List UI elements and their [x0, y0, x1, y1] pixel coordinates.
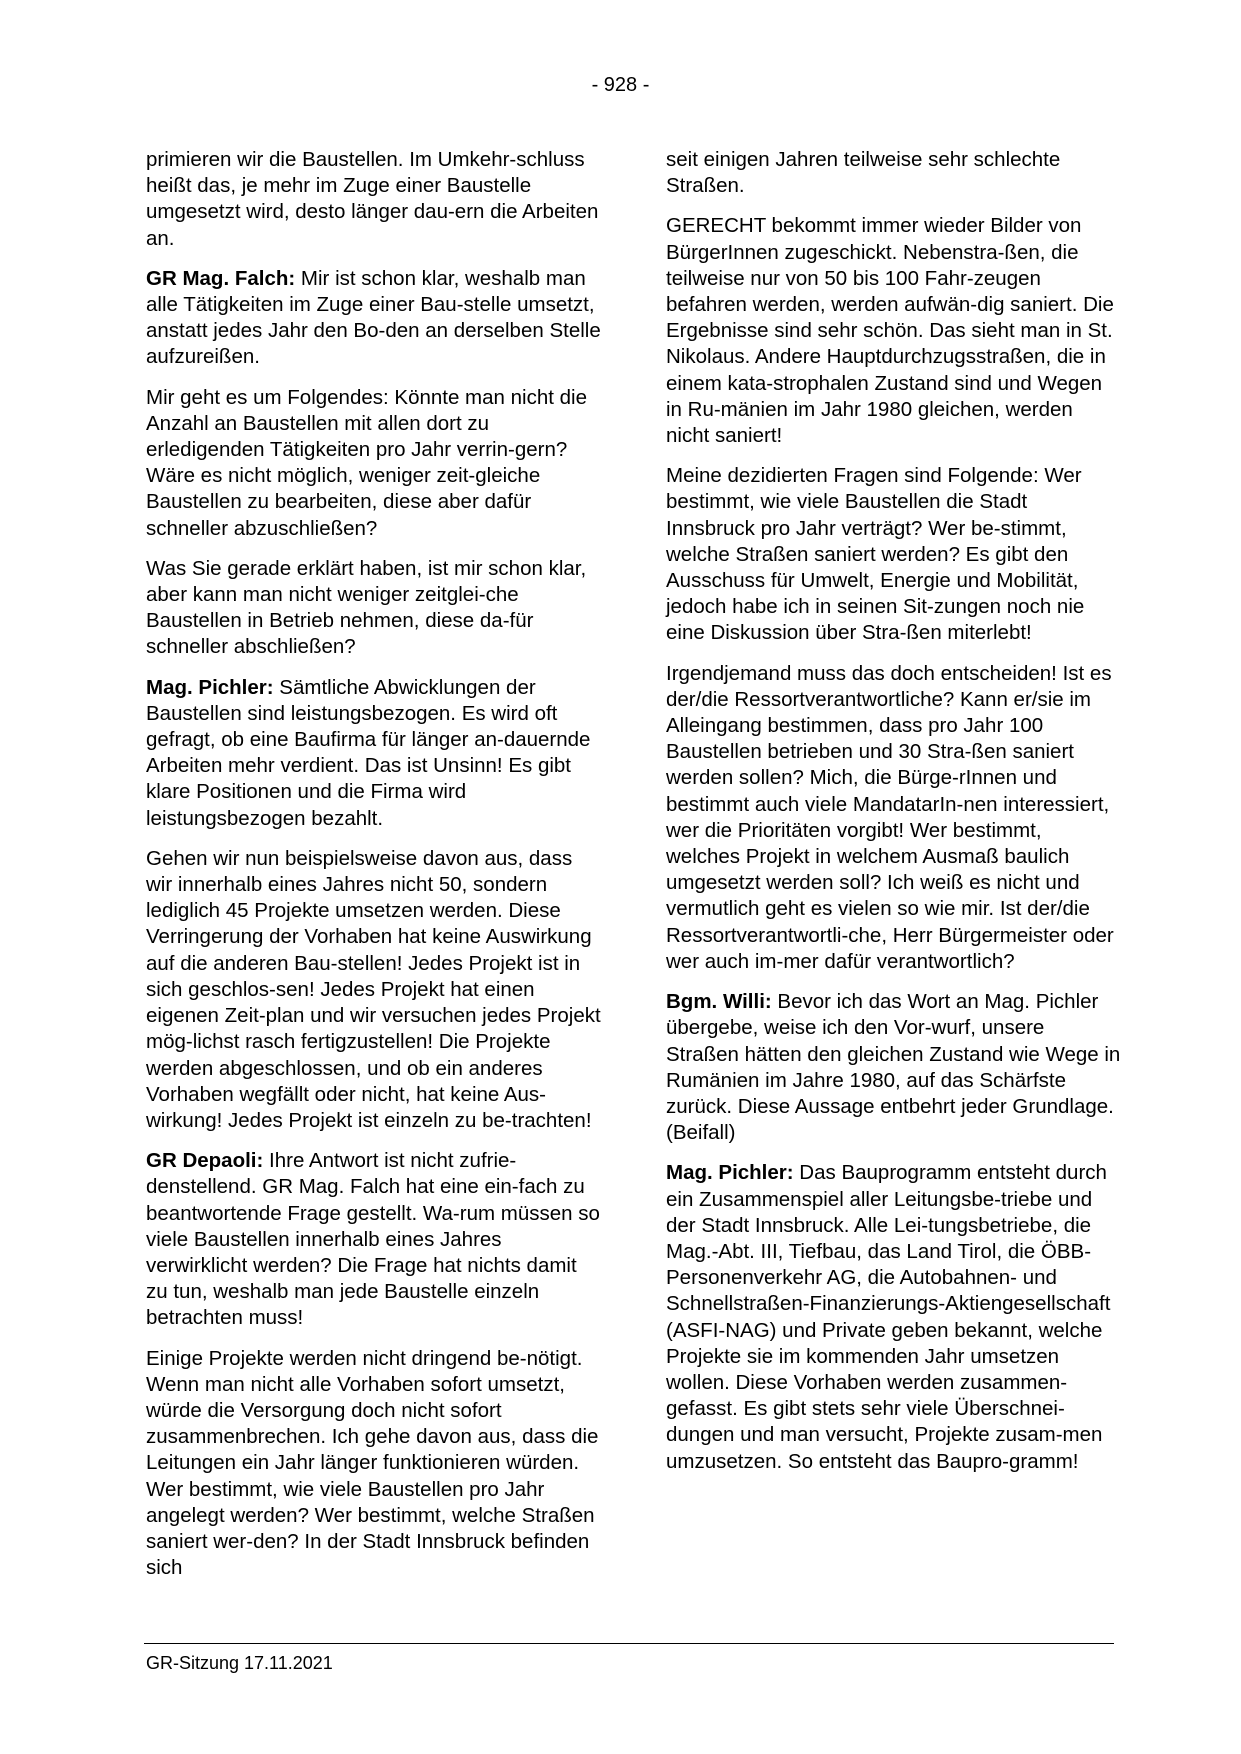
paragraph: Was Sie gerade erklärt haben, ist mir schon klar, aber kann man nicht weniger zeitglei-che Baustellen in Betrieb nehmen, diese da-für schneller abschließen?	[146, 556, 587, 659]
paragraph: GERECHT bekommt immer wieder Bilder von BürgerInnen zugeschickt. Nebenstra-ßen, die teilweise nur von 50 bis 100 Fahr-zeugen befahren werden, werden aufwän-dig saniert. Die Ergebnisse sind sehr schön. Das sieht man in St. Nikolaus. Andere Hauptdurchzugsstraßen, die in einem kata-strophalen Zustand sind und Wegen in Ru-mänien im Jahr 1980 gleichen, werden nicht saniert!	[666, 214, 1114, 448]
speaker-name: GR Depaoli:	[146, 1149, 264, 1173]
footer-session-date: GR-Sitzung 17.11.2021	[146, 1653, 333, 1673]
left-column	[146, 147, 601, 1595]
paragraph-text: Sämtliche Abwicklungen der Baustellen sind leistungsbezogen. Es wird oft gefragt, ob eine Baufirma für länger an-dauernde Arbeiten mehr verdient. Das ist Unsinn! Es gibt klare Positionen und die Firma wird leistungsbezogen bezahlt.	[146, 675, 591, 830]
paragraph	[146, 675, 601, 832]
paragraph	[666, 1160, 1121, 1474]
speaker-name: Mag. Pichler:	[666, 1161, 794, 1185]
paragraph-text: Mir ist schon klar, weshalb man alle Tätigkeiten im Zuge einer Bau-stelle umsetzt, anstatt jedes Jahr den Bo-den an derselben Stelle aufzureißen.	[146, 266, 601, 369]
paragraph-text: Das Bauprogramm entsteht durch ein Zusammenspiel aller Leitungsbe-triebe und der Stadt Innsbruck. Alle Lei-tungsbetriebe, die Mag.-Abt. III, Tiefbau, das Land Tirol, die ÖBB-Personenverkehr AG, die Autobahnen- und Schnellstraßen-Finanzierungs-Aktiengesellschaft (ASFI-NAG) und Private geben bekannt, welche Projekte sie im kommenden Jahr umsetzen wollen. Diese Vorhaben werden zusammen-gefasst. Es gibt stets sehr viele Überschnei-dungen und man versucht, Projekte zusam-men umzusetzen. So entsteht das Baupro-gramm!	[666, 1161, 1111, 1473]
paragraph: Irgendjemand muss das doch entscheiden! Ist es der/die Ressortverantwortliche? Kann er/sie im Alleingang bestimmen, dass pro Jahr 100 Baustellen betrieben und 30 Stra-ßen saniert werden sollen? Mich, die Bürge-rInnen und bestimmt auch viele MandatarIn-nen interessiert, wer die Prioritäten vorgibt! Wer bestimmt, welches Projekt in welchem Ausmaß baulich umgesetzt werden soll? Ich weiß es nicht und vermutlich geht es vielen so wie mir. Ist der/die Ressortverantwortli-che, Herr Bürgermeister oder wer auch im-mer dafür verantwortlich?	[666, 661, 1114, 973]
paragraph: Mir geht es um Folgendes: Könnte man nicht die Anzahl an Baustellen mit allen dort zu erledigenden Tätigkeiten pro Jahr verrin-gern? Wäre es nicht möglich, weniger zeit-gleiche Baustellen zu bearbeiten, diese aber dafür schneller abzuschließen?	[146, 385, 587, 540]
paragraph: Einige Projekte werden nicht dringend be-nötigt. Wenn man nicht alle Vorhaben sofort umsetzt, würde die Versorgung doch nicht sofort zusammenbrechen. Ich gehe davon aus, dass die Leitungen ein Jahr länger funktionieren würden. Wer bestimmt, wie viele Baustellen pro Jahr angelegt werden? Wer bestimmt, welche Straßen saniert wer-den? In der Stadt Innsbruck befinden sich	[146, 1346, 599, 1580]
speaker-name: Bgm. Willi:	[666, 990, 772, 1014]
paragraph: primieren wir die Baustellen. Im Umkehr-schluss heißt das, je mehr im Zuge einer Baustelle umgesetzt wird, desto länger dau-ern die Arbeiten an.	[146, 148, 599, 250]
paragraph	[666, 989, 1121, 1146]
paragraph-text: Ihre Antwort ist nicht zufrie-denstellend. GR Mag. Falch hat eine ein-fach zu beantwortende Frage gestellt. Wa-rum müssen so viele Baustellen innerhalb eines Jahres verwirklicht werden? Die Frage hat nichts damit zu tun, weshalb man jede Baustelle einzeln betrachten muss!	[146, 1149, 600, 1330]
paragraph: Meine dezidierten Fragen sind Folgende: Wer bestimmt, wie viele Baustellen die Stadt Innsbruck pro Jahr verträgt? Wer be-stimmt, welche Straßen saniert werden? Es gibt den Ausschuss für Umwelt, Energie und Mobilität, jedoch habe ich in seinen Sit-zungen noch nie eine Diskussion über Stra-ßen miterlebt!	[666, 464, 1085, 645]
paragraph	[146, 266, 601, 371]
paragraph-text: Bevor ich das Wort an Mag. Pichler übergebe, weise ich den Vor-wurf, unsere Straßen hätten den gleichen Zustand wie Wege in Rumänien im Jahre 1980, auf das Schärfste zurück. Diese Aussage entbehrt jeder Grundlage. (Beifall)	[666, 990, 1121, 1145]
speaker-name: GR Mag. Falch:	[146, 266, 296, 290]
speaker-name: Mag. Pichler:	[146, 675, 274, 699]
right-column	[666, 147, 1121, 1489]
paragraph: Gehen wir nun beispielsweise davon aus, dass wir innerhalb eines Jahres nicht 50, sondern lediglich 45 Projekte umsetzen werden. Diese Verringerung der Vorhaben hat keine Auswirkung auf die anderen Bau-stellen! Jedes Projekt ist in sich geschlos-sen! Jedes Projekt hat einen eigenen Zeit-plan und wir versuchen jedes Projekt mög-lichst rasch fertigzustellen! Die Projekte werden abgeschlossen, und ob ein anderes Vorhaben wegfällt oder nicht, hat keine Aus-wirkung! Jedes Projekt ist einzeln zu be-trachten!	[146, 846, 601, 1132]
page-number: - 928 -	[591, 74, 650, 96]
paragraph	[146, 1148, 601, 1331]
paragraph: seit einigen Jahren teilweise sehr schlechte Straßen.	[666, 148, 1061, 198]
footer-divider	[144, 1643, 1114, 1644]
